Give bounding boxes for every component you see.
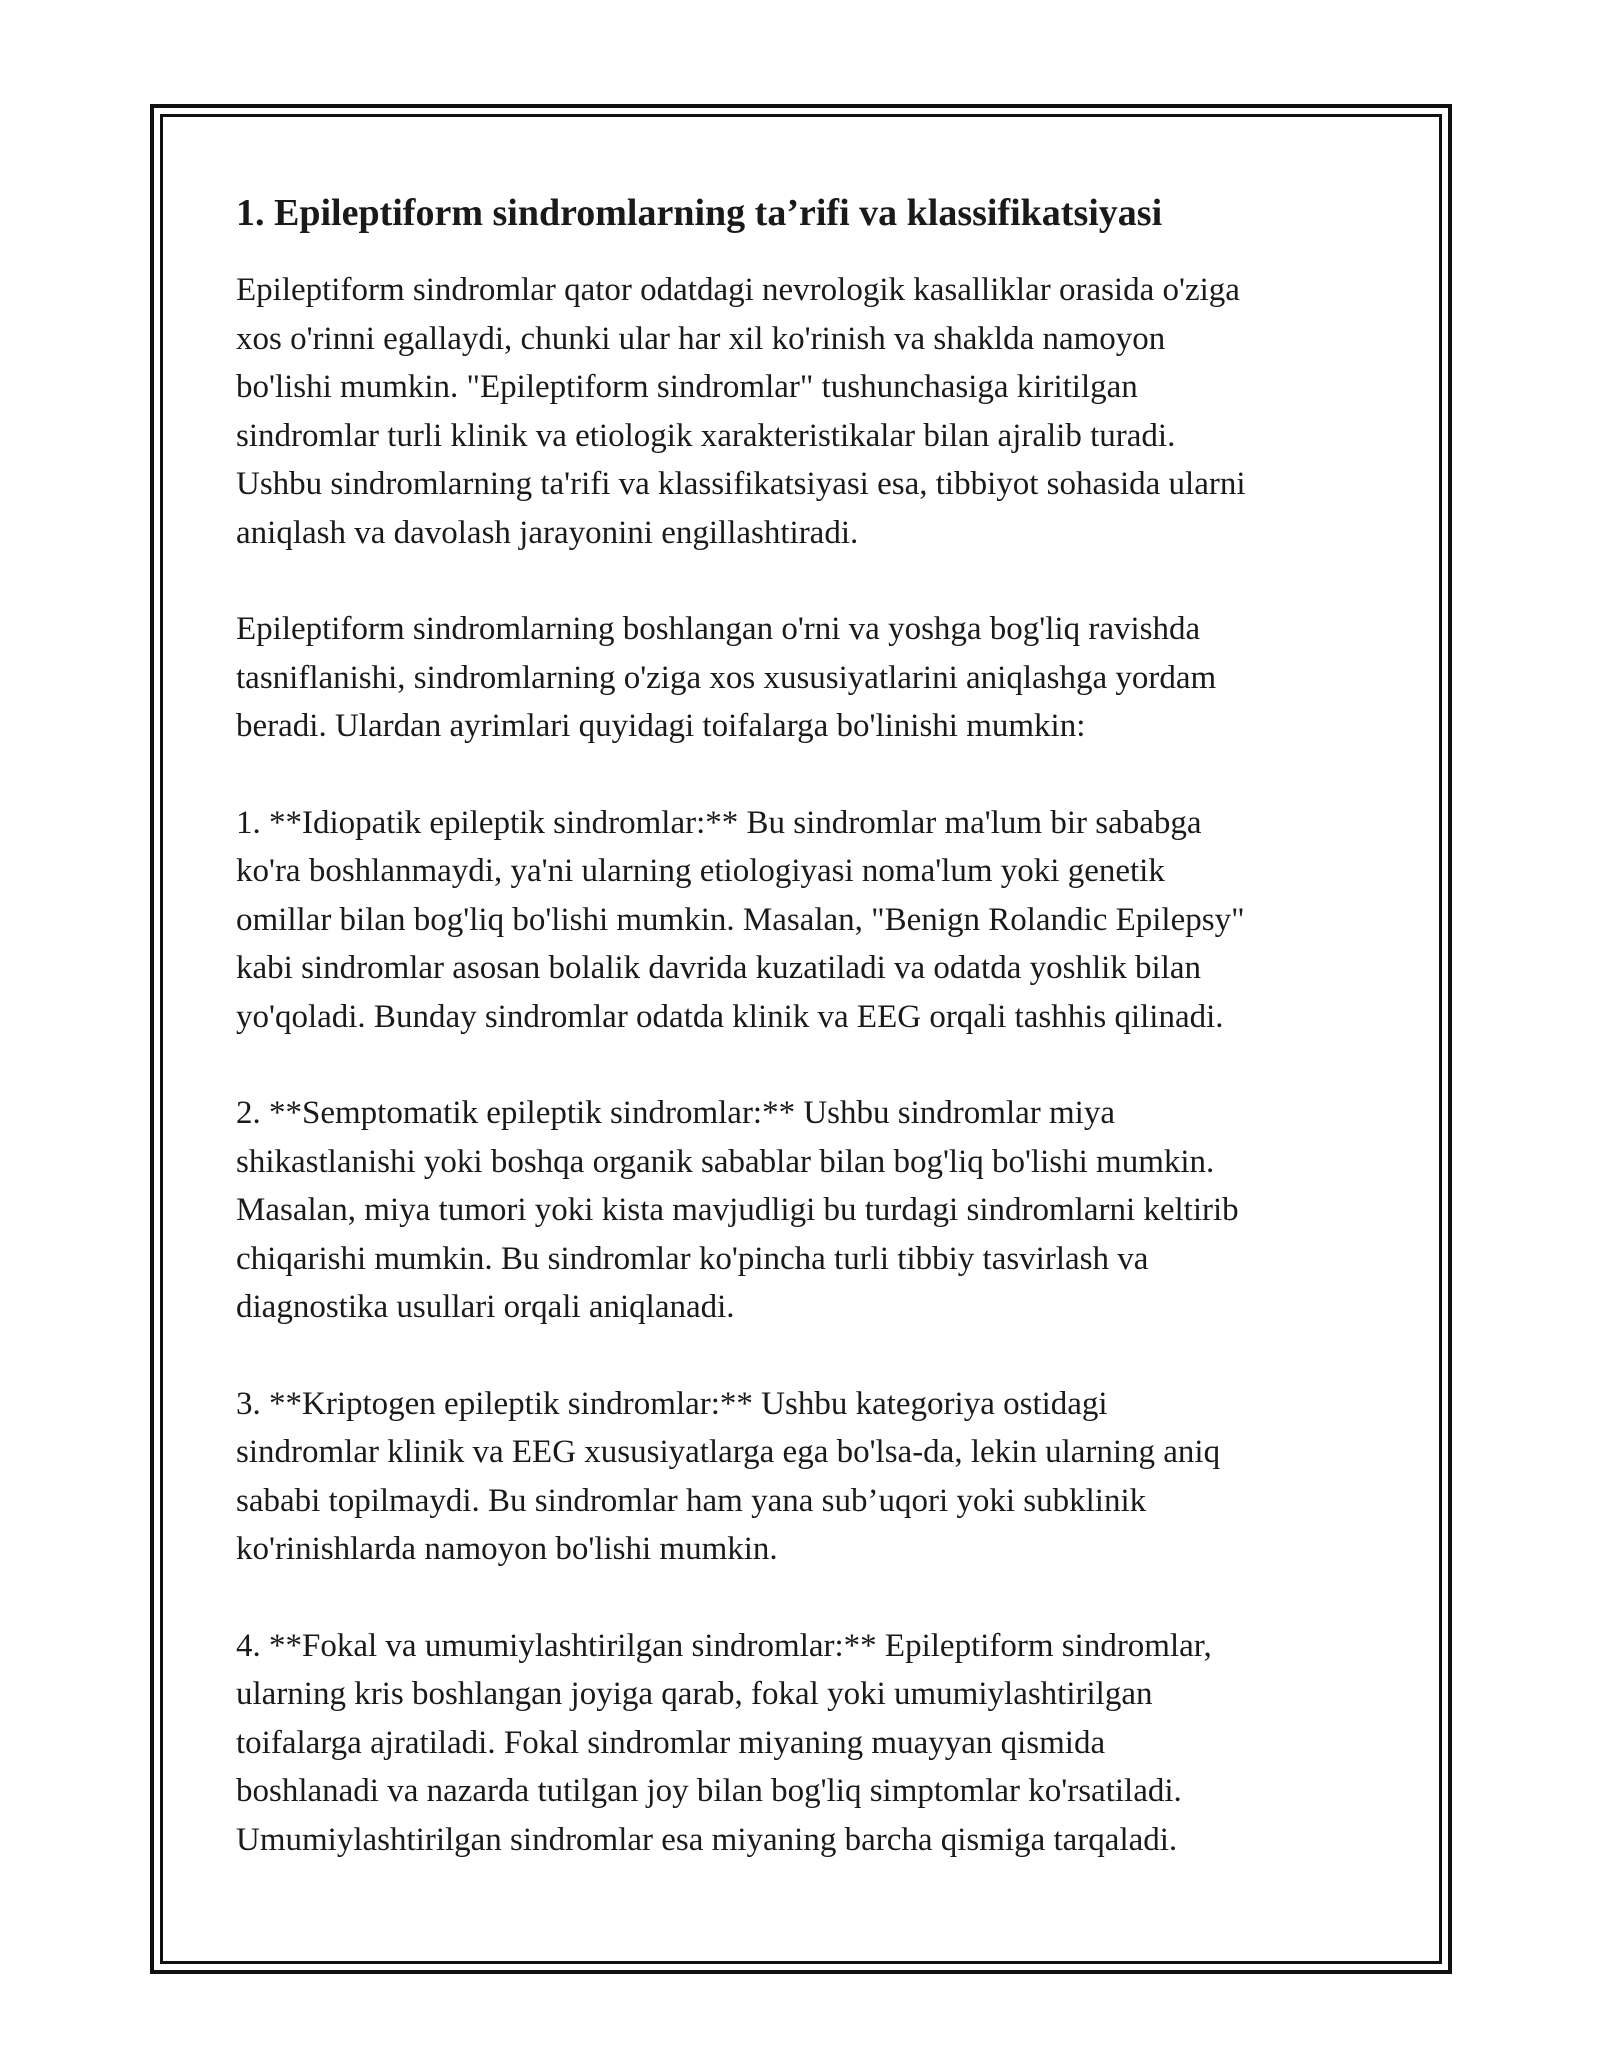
paragraph-symptomatic: 2. **Semptomatik epileptik sindromlar:** Ushbu sindromlar miya shikastlanishi yoki boshqa organik sabablar bilan bog'liq bo'lishi mumkin. Masalan, miya tumori yoki kista mavjudligi bu turdagi sindromlarni keltirib chiqarishi mumkin. Bu sindromlar ko'pincha turli tibbiy tasvirlash va diagnostika usullari orqali aniqlanadi. (236, 1095, 1239, 1325)
paragraph-focal-generalized: 4. **Fokal va umumiylashtirilgan sindromlar:** Epileptiform sindromlar, ularning kris boshlangan joyiga qarab, fokal yoki umumiylashtirilgan toifalarga ajratiladi. Fokal sindromlar miyaning muayyan qismida boshlanadi va nazarda tutilgan joy bilan bog'liq simptomlar ko'rsatiladi. Umumiylashtirilgan sindromlar esa miyaning barcha qismiga tarqaladi. (236, 1627, 1212, 1858)
section-title: 1. Epileptiform sindromlarning ta’rifi va klassifikatsiyasi (236, 192, 1163, 234)
paragraph-classification: Epileptiform sindromlarning boshlangan o'rni va yoshga bog'liq ravishda tasniflanishi, sindromlarning o'ziga xos xususiyatlarini aniqlashga yordam beradi. Ulardan ayrimlari quyidagi toifalarga bo'linishi mumkin: (236, 611, 1217, 744)
paragraph-idiopathic: 1. **Idiopatik epileptik sindromlar:** Bu sindromlar ma'lum bir sababga ko'ra boshlanmaydi, ya'ni ularning etiologiyasi noma'lum yoki genetik omillar bilan bog'liq bo'lishi mumkin. Masalan, "Benign Rolandic Epilepsy" kabi sindromlar asosan bolalik davrida kuzatiladi va odatda yoshlik bilan yo'qoladi. Bunday sindromlar odatda klinik va EEG orqali tashhis qilinadi. (236, 804, 1245, 1035)
document-body (236, 188, 1366, 1912)
paragraph-cryptogenic: 3. **Kriptogen epileptik sindromlar:** Ushbu kategoriya ostidagi sindromlar klinik va EEG xususiyatlarga ega bo'lsa-da, lekin ularning aniq sababi topilmaydi. Bu sindromlar ham yana sub’uqori yoki subklinik ko'rinishlarda namoyon bo'lishi mumkin. (236, 1385, 1221, 1567)
paragraph-intro: Epileptiform sindromlar qator odatdagi nevrologik kasalliklar orasida o'ziga xos o'rinni egallaydi, chunki ular har xil ko'rinish va shaklda namoyon bo'lishi mumkin. "Epileptiform sindromlar" tushunchasiga kiritilgan sindromlar turli klinik va etiologik xarakteristikalar bilan ajralib turadi. Ushbu sindromlarning ta'rifi va klassifikatsiyasi esa, tibbiyot sohasida ularni aniqlash va davolash jarayonini engillashtiradi. (236, 272, 1246, 551)
